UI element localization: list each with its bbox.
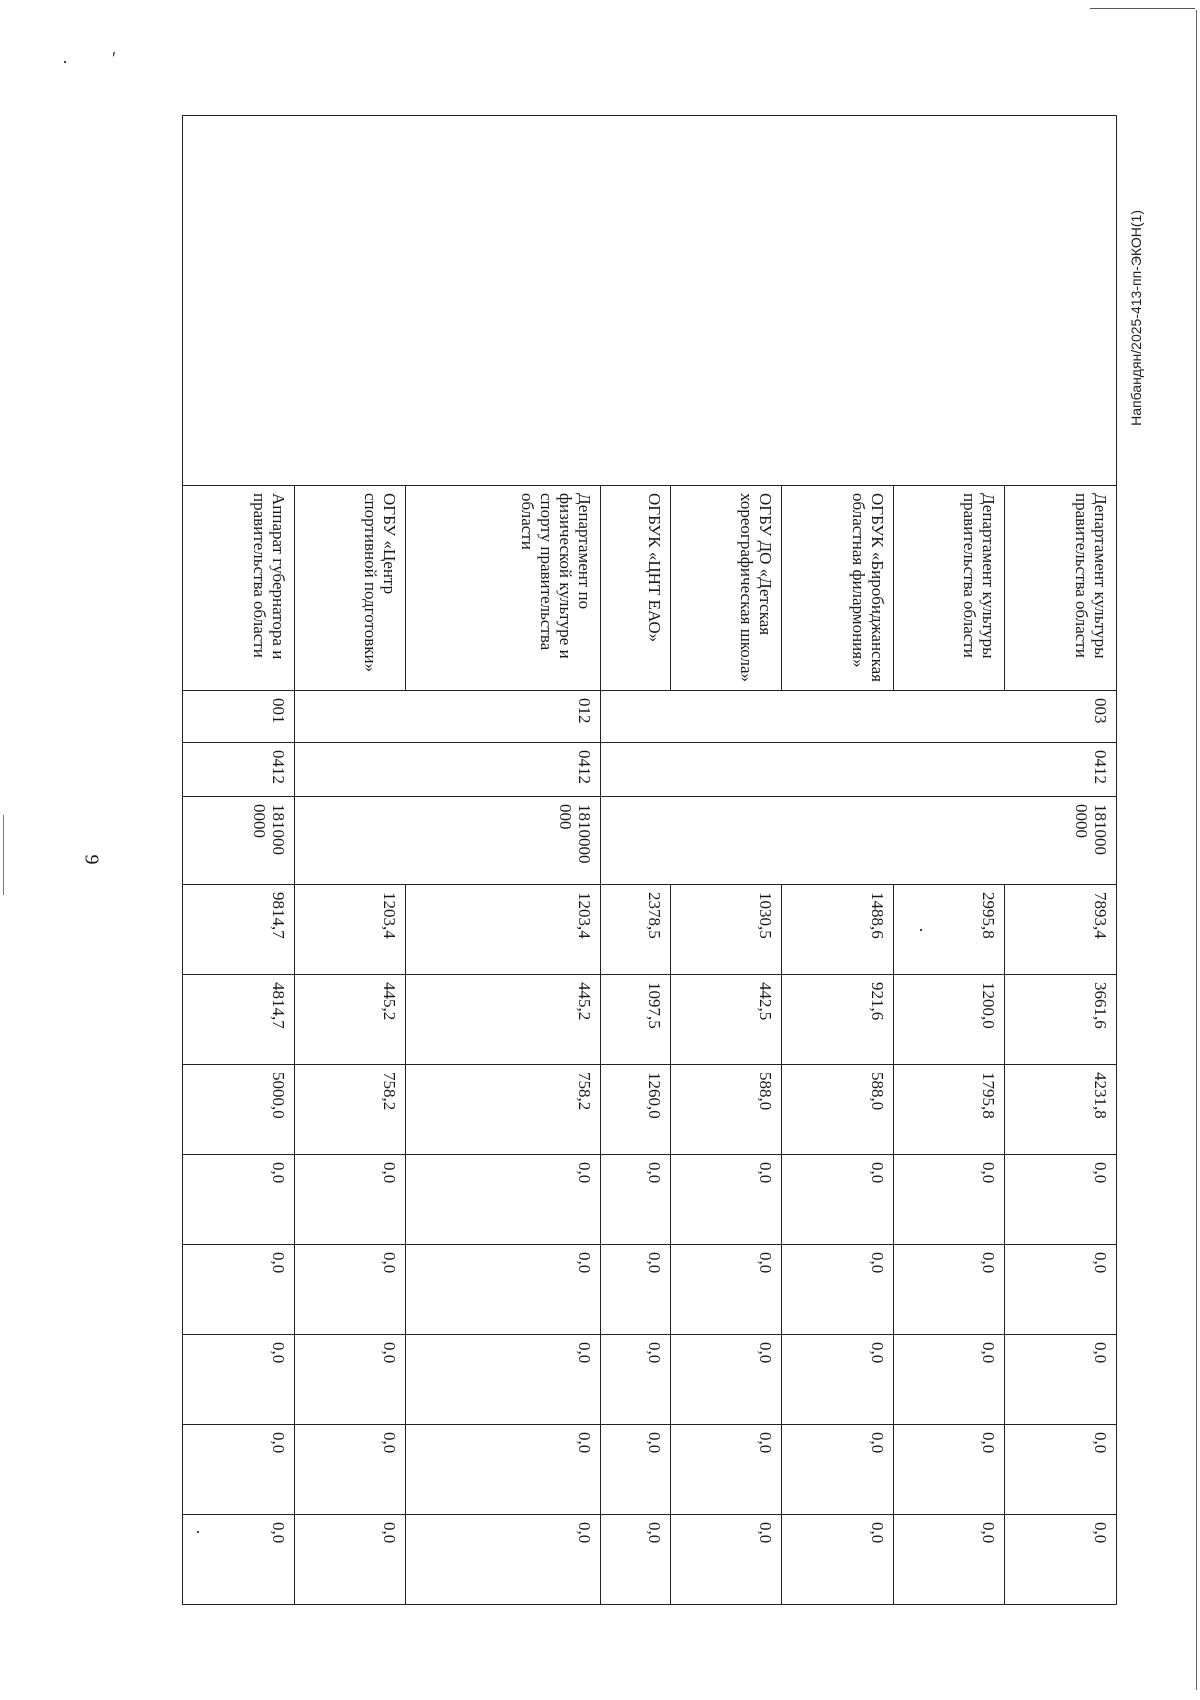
recipient-name: Департамент по физической культуре и спорту правительства области bbox=[406, 486, 601, 691]
value-cell: 0,0 bbox=[1005, 1245, 1117, 1335]
value-cell: 0,0 bbox=[294, 1335, 406, 1425]
target-code: 181000 0000 bbox=[183, 797, 295, 885]
value-cell: 0,0 bbox=[670, 1515, 782, 1605]
value-cell: 0,0 bbox=[893, 1515, 1005, 1605]
value-cell: 0,0 bbox=[893, 1425, 1005, 1515]
target-code: 181000 0000 bbox=[600, 797, 1116, 885]
value-cell: 1203,4 bbox=[406, 885, 601, 975]
value-cell: 921,6 bbox=[782, 975, 894, 1065]
value-cell: 0,0 bbox=[782, 1155, 894, 1245]
table-row bbox=[1005, 116, 1117, 1605]
value-cell: 0,0 bbox=[782, 1515, 894, 1605]
recipient-name: Департамент культуры правительства области bbox=[1005, 486, 1117, 691]
value-cell: 0,0 bbox=[294, 1155, 406, 1245]
value-cell: 0,0 bbox=[893, 1155, 1005, 1245]
scan-speck: · bbox=[62, 52, 68, 72]
value-cell: 0,0 bbox=[782, 1245, 894, 1335]
section-code: 0412 bbox=[600, 743, 1116, 797]
value-cell: 1030,5 bbox=[670, 885, 782, 975]
value-cell: 588,0 bbox=[782, 1065, 894, 1155]
recipient-name: Аппарат губернатора и правительства области bbox=[183, 486, 295, 691]
value-cell: 0,0 bbox=[782, 1335, 894, 1425]
merged-blank-cell bbox=[183, 116, 1117, 486]
value-cell: 0,0 bbox=[600, 1335, 670, 1425]
recipient-name: ОГБУК «ЦНТ ЕАО» bbox=[600, 486, 670, 691]
value-cell: 0,0 bbox=[893, 1335, 1005, 1425]
value-cell: 0,0 bbox=[183, 1335, 295, 1425]
table-container bbox=[182, 115, 1117, 1600]
value-cell: 0,0 bbox=[1005, 1515, 1117, 1605]
value-cell: 0,0 bbox=[1005, 1155, 1117, 1245]
recipient-name: Департамент культуры правительства области bbox=[893, 486, 1005, 691]
value-cell: 2995,8 bbox=[893, 885, 1005, 975]
value-cell: 1260,0 bbox=[600, 1065, 670, 1155]
value-cell: 0,0 bbox=[183, 1515, 295, 1605]
value-cell: 0,0 bbox=[670, 1155, 782, 1245]
value-cell: 0,0 bbox=[294, 1245, 406, 1335]
value-cell: 0,0 bbox=[670, 1335, 782, 1425]
value-cell: 7893,4 bbox=[1005, 885, 1117, 975]
value-cell: 758,2 bbox=[406, 1065, 601, 1155]
value-cell: 588,0 bbox=[670, 1065, 782, 1155]
value-cell: 0,0 bbox=[893, 1245, 1005, 1335]
value-cell: 445,2 bbox=[406, 975, 601, 1065]
value-cell: 1097,5 bbox=[600, 975, 670, 1065]
value-cell: 445,2 bbox=[294, 975, 406, 1065]
scan-speck: · bbox=[195, 1522, 201, 1542]
value-cell: 1200,0 bbox=[893, 975, 1005, 1065]
value-cell: 0,0 bbox=[183, 1245, 295, 1335]
rotated-table bbox=[182, 115, 1117, 1600]
value-cell: 0,0 bbox=[406, 1155, 601, 1245]
value-cell: 1203,4 bbox=[294, 885, 406, 975]
value-cell: 0,0 bbox=[600, 1515, 670, 1605]
value-cell: 0,0 bbox=[670, 1245, 782, 1335]
value-cell: 3661,6 bbox=[1005, 975, 1117, 1065]
recipient-name: ОГБУ ДО «Детская хореографическая школа» bbox=[670, 486, 782, 691]
admin-code: 012 bbox=[294, 691, 600, 743]
value-cell: 5000,0 bbox=[183, 1065, 295, 1155]
value-cell: 0,0 bbox=[600, 1425, 670, 1515]
recipient-name: ОГБУК «Биробиджанская областная филармония» bbox=[782, 486, 894, 691]
value-cell: 0,0 bbox=[183, 1425, 295, 1515]
value-cell: 2378,5 bbox=[600, 885, 670, 975]
value-cell: 0,0 bbox=[406, 1515, 601, 1605]
value-cell: 442,5 bbox=[670, 975, 782, 1065]
value-cell: 0,0 bbox=[670, 1425, 782, 1515]
budget-table bbox=[182, 115, 1117, 1605]
recipient-name: ОГБУ «Центр спортивной подготовки» bbox=[294, 486, 406, 691]
value-cell: 0,0 bbox=[406, 1335, 601, 1425]
value-cell: 1488,6 bbox=[782, 885, 894, 975]
scan-edge-right bbox=[1196, 10, 1197, 1690]
value-cell: 0,0 bbox=[406, 1425, 601, 1515]
section-code: 0412 bbox=[294, 743, 600, 797]
scan-edge-top bbox=[1090, 8, 1195, 9]
section-code: 0412 bbox=[183, 743, 295, 797]
value-cell: 0,0 bbox=[183, 1155, 295, 1245]
value-cell: 758,2 bbox=[294, 1065, 406, 1155]
scan-edge-left bbox=[3, 815, 4, 895]
page-number: 9 bbox=[80, 854, 103, 865]
value-cell: 0,0 bbox=[1005, 1425, 1117, 1515]
value-cell: 4231,8 bbox=[1005, 1065, 1117, 1155]
scan-speck: ʹ bbox=[112, 48, 116, 68]
value-cell: 1795,8 bbox=[893, 1065, 1005, 1155]
value-cell: 9814,7 bbox=[183, 885, 295, 975]
value-cell: 0,0 bbox=[1005, 1335, 1117, 1425]
target-code: 1810000 000 bbox=[294, 797, 600, 885]
scan-speck: · bbox=[918, 920, 924, 940]
value-cell: 0,0 bbox=[294, 1515, 406, 1605]
value-cell: 0,0 bbox=[600, 1155, 670, 1245]
admin-code: 001 bbox=[183, 691, 295, 743]
value-cell: 0,0 bbox=[406, 1245, 601, 1335]
value-cell: 0,0 bbox=[294, 1425, 406, 1515]
value-cell: 4814,7 bbox=[183, 975, 295, 1065]
document-code: Напбандян/2025-413-пп-ЭКОН(1) bbox=[1128, 210, 1144, 426]
value-cell: 0,0 bbox=[600, 1245, 670, 1335]
value-cell: 0,0 bbox=[782, 1425, 894, 1515]
admin-code: 003 bbox=[600, 691, 1116, 743]
